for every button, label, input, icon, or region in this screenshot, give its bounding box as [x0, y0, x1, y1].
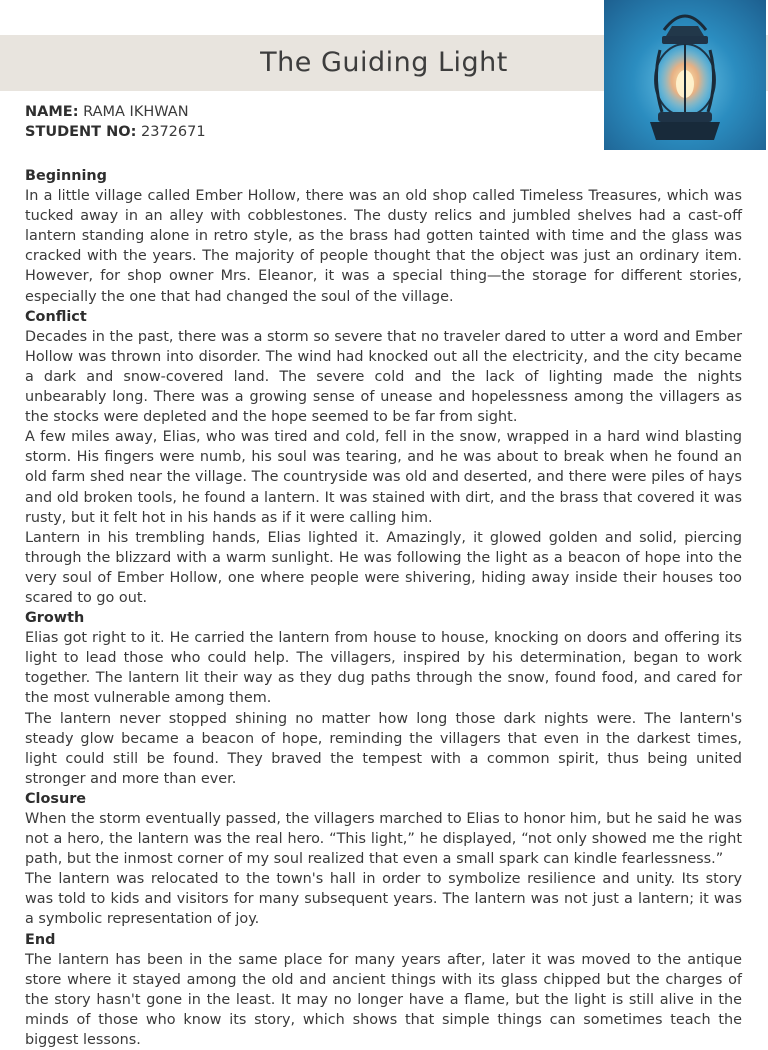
name-label: NAME: [25, 104, 79, 120]
name-value: RAMA IKHWAN [78, 104, 189, 120]
section-heading-conflict: Conflict [25, 308, 87, 325]
paragraph: When the storm eventually passed, the villagers marched to Elias to honor him, but he said he was not a hero, the lantern was the real hero. “This light,” he displayed, “not only showed me the right path, but the inmost corner of my soul realized that even a small spark can kindle fearlessness.” [25, 811, 742, 868]
document-title: The Guiding Light [260, 47, 508, 78]
student-number-label: STUDENT NO: [25, 124, 137, 140]
paragraph: A few miles away, Elias, who was tired and cold, fell in the snow, wrapped in a hard wind blasting storm. His fingers were numb, his soul was tearing, and he was about to break when he found an old farm shed near the village. The countryside was old and deserted, and there were piles of hays and old broken tools, he found a lantern. It was stained with dirt, and the brass that covered it was rusty, but it felt hot in his hands as if it were calling him. [25, 429, 742, 526]
paragraph: Lantern in his trembling hands, Elias lighted it. Amazingly, it glowed golden and solid, piercing through the blizzard with a warm sunlight. He was following the light as a beacon of hope into the very soul of Ember Hollow, one where people were shivering, hiding away inside their houses too scared to go out. [25, 529, 742, 606]
section-heading-beginning: Beginning [25, 168, 107, 184]
paragraph: The lantern has been in the same place for many years after, later it was moved to the antique store where it stayed among the old and ancient things with its glass chipped but the charges of the story hasn't gone in the least. It may no longer have a flame, but the light is still alive in the minds of those who know its story, which shows that simple things can sometimes teach the biggest lessons. [25, 951, 742, 1049]
student-name-row [25, 102, 206, 122]
student-number-row [25, 122, 206, 142]
student-info [25, 102, 206, 142]
paragraph: Elias got right to it. He carried the lantern from house to house, knocking on doors and offering its light to lead those who could help. The villagers, inspired by his determination, began to work together. The lantern lit their way as they dug paths through the snow, found food, and cared for the most vulnerable among them. [25, 630, 742, 707]
section-heading-growth: Growth [25, 610, 85, 627]
lantern-image [604, 0, 766, 150]
section-heading-closure: Closure [25, 790, 87, 807]
paragraph: The lantern never stopped shining no matter how long those dark nights were. The lantern's steady glow became a beacon of hope, reminding the villagers that even in the darkest times, light could still be found. They braved the tempest with a common spirit, thus being united stronger and more than ever. [25, 710, 742, 787]
lantern-icon [604, 0, 766, 150]
paragraph: The lantern was relocated to the town's hall in order to symbolize resilience and unity. Its story was told to kids and visitors for many subsequent years. The lantern was not just a lantern; it was a symbolic representation of joy. [25, 871, 742, 928]
story-body [25, 166, 742, 1050]
paragraph: In a little village called Ember Hollow, there was an old shop called Timeless Treasures, which was tucked away in an alley with cobblestones. The dusty relics and jumbled shelves had a cast-off lantern standing alone in retro style, as the brass had gotten tainted with time and the glass was cracked with the years. The majority of people thought that the object was just an ordinary item. However, for shop owner Mrs. Eleanor, it was a special thing—the storage for different stories, especially the one that had changed the soul of the village. [25, 188, 742, 305]
section-heading-end: End [25, 931, 56, 948]
paragraph: Decades in the past, there was a storm so severe that no traveler dared to utter a word and Ember Hollow was thrown into disorder. The wind had knocked out all the electricity, and the city became a dark and snow-covered land. The severe cold and the lack of lighting made the nights unbearably long. There was a growing sense of unease and hopelessness among the villagers as the stocks were depleted and the hope seemed to be far from sight. [25, 328, 742, 426]
student-number-value: 2372671 [136, 124, 206, 140]
